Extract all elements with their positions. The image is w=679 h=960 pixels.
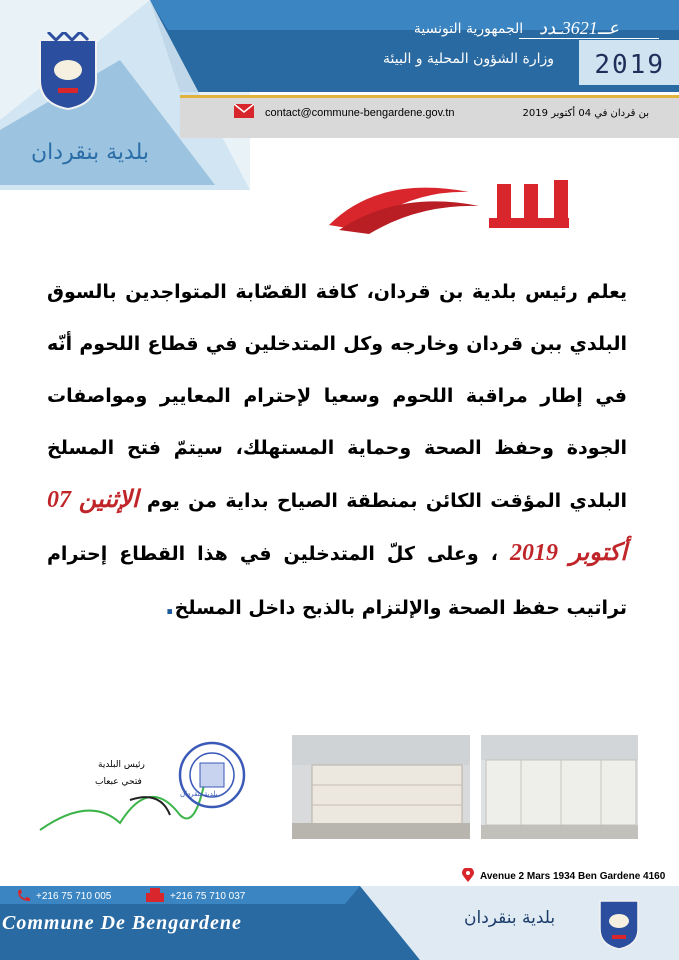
phone-1[interactable]: +216 75 710 005 [36, 891, 112, 902]
contact-email[interactable]: contact@commune-bengardene.gov.tn [265, 107, 455, 119]
fax-icon [146, 888, 164, 902]
municipality-name: بلدية بنقردان [31, 140, 149, 165]
government-header [383, 14, 554, 74]
end-dot: . [164, 591, 175, 621]
banner-word: إعلام [453, 240, 457, 241]
announcement-banner [319, 170, 592, 242]
date-place: بن قردان في 04 أكتوبر 2019 [522, 108, 649, 119]
footer-address: Avenue 2 Mars 1934 Ben Gardene 4160 [480, 871, 666, 882]
body-main-text: كافة القصّابة المتواجدين بالسوق البلدي ببن قردان وخارجه وكل المتدخلين في قطاع اللحوم أنّه في إطار مراقبة اللحوم وسعيا لإحترام المعايير ومواصفات الجودة وحفظ الصحة وحماية المستهلك، [47, 281, 627, 459]
body-opening: يعلم رئيس بلدية بن قردان، [366, 281, 628, 303]
footer-municipality-name: بلدية بنقردان [464, 908, 556, 928]
mail-icon [234, 104, 254, 118]
ministry-title: وزارة الشؤون المحلية و البيئة [383, 51, 554, 67]
municipality-logo-icon [38, 32, 98, 110]
reference-number: عــ3621ـدد [538, 18, 619, 38]
signature-name: فتحي عبعاب [95, 777, 142, 787]
reference-underline [519, 38, 659, 39]
announcement-body [47, 266, 627, 634]
stamp-text: بلدية بنقردان [180, 790, 218, 798]
body-location: سيتمّ فتح المسلخ البلدي المؤقت الكائن بمنطقة الصياح بداية من يوم [47, 437, 628, 512]
republic-title: الجمهورية التونسية [413, 21, 524, 37]
signature-title: رئيس البلدية [98, 760, 145, 770]
year-label: 2019 [594, 50, 665, 80]
body-closing: ، وعلى كلّ المتدخلين في هذا القطاع إحترام تراتيب حفظ الصحة والإلتزام بالذبح داخل المسلخ [47, 543, 627, 619]
location-pin-icon [462, 868, 474, 882]
phone-2[interactable]: +216 75 710 037 [170, 891, 246, 902]
commune-script-name: Commune De Bengardene [2, 912, 242, 934]
phone-icon [16, 889, 32, 903]
opening-date: الإثنين 07 أكتوبر 2019 [47, 487, 627, 566]
slaughterhouse-photo-1 [292, 735, 470, 839]
slaughterhouse-photo-2 [481, 735, 638, 839]
footer-logo-icon [598, 895, 640, 950]
